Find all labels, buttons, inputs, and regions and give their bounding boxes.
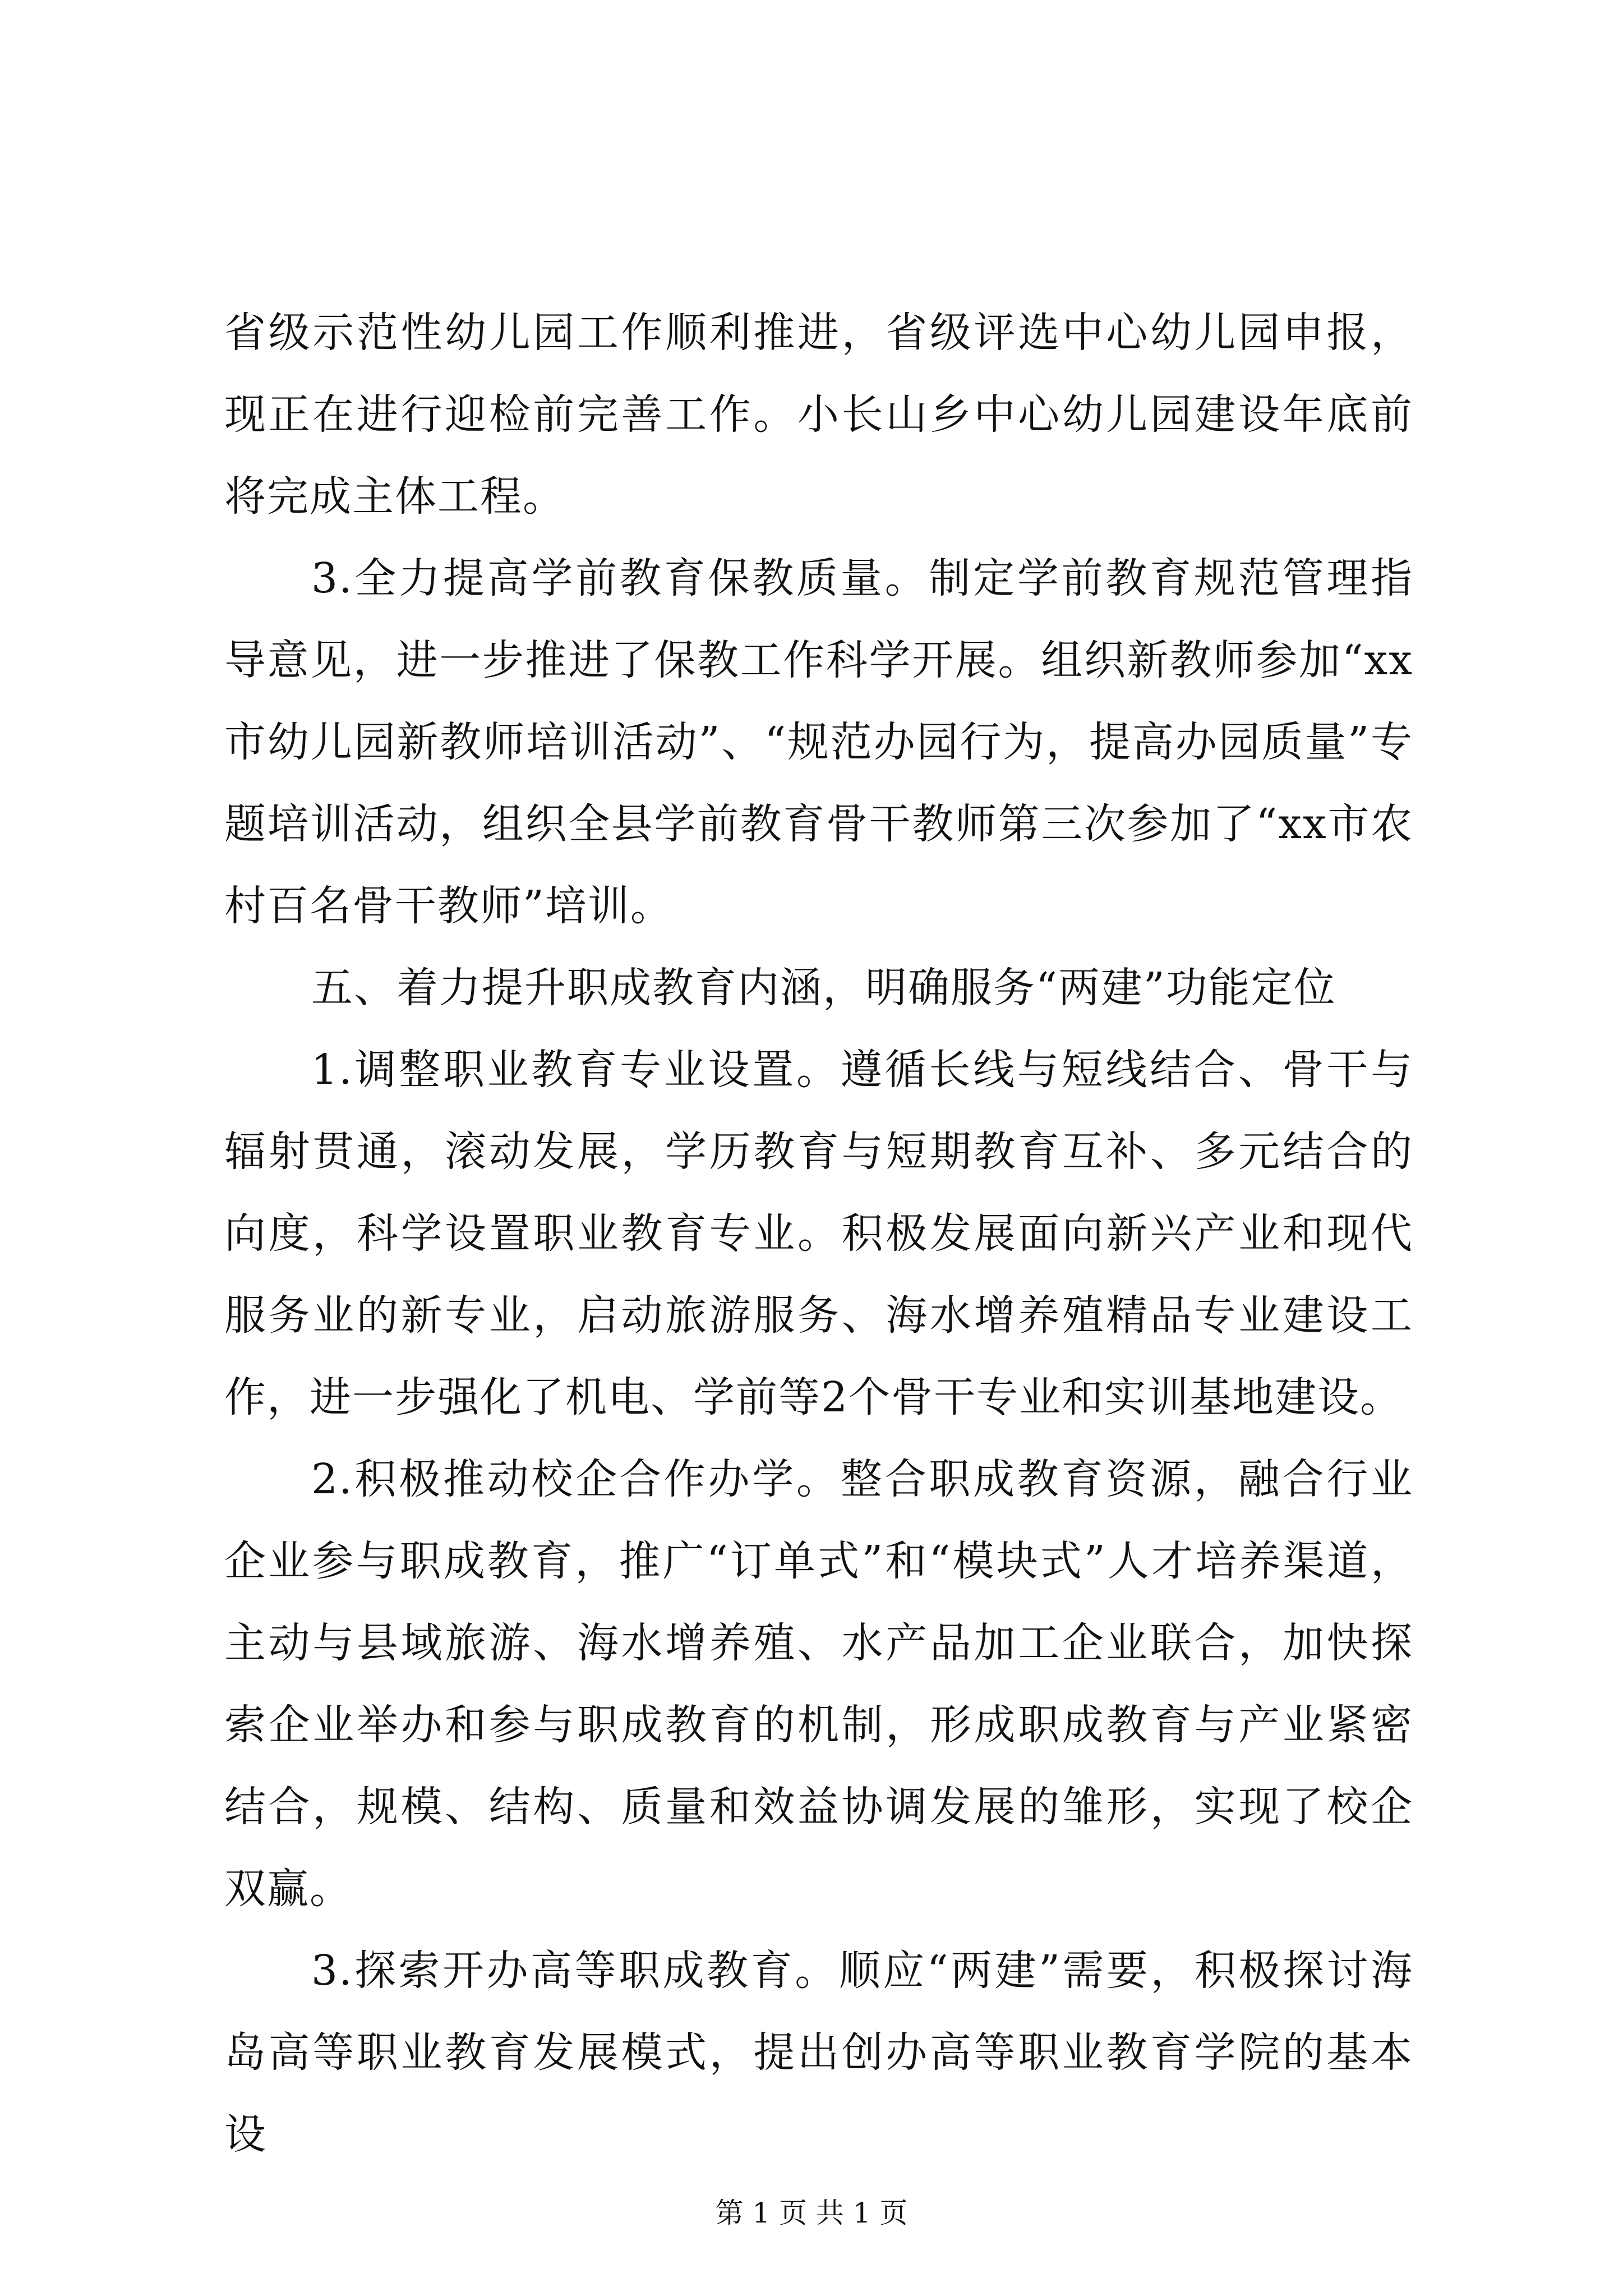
paragraph-item-3-higher-vocational: 3.探索开办高等职成教育。顺应“两建”需要，积极探讨海岛高等职业教育发展模式，提出创办高等职业教育学院的基本设 bbox=[224, 1947, 1413, 2159]
page-footer: 第 1 页 共 1 页 bbox=[715, 2197, 908, 2229]
document-body bbox=[224, 292, 1413, 2175]
paragraph-continuation: 省级示范性幼儿园工作顺利推进，省级评选中心幼儿园申报，现正在进行迎检前完善工作。小长山乡中心幼儿园建设年底前将完成主体工程。 bbox=[224, 309, 1413, 521]
section-heading-five: 五、着力提升职成教育内涵，明确服务“两建”功能定位 bbox=[311, 964, 1336, 1012]
paragraph-item-2-school-enterprise: 2.积极推动校企合作办学。整合职成教育资源，融合行业企业参与职成教育，推广“订单式”和“模块式”人才培养渠道，主动与县域旅游、海水增养殖、水产品加工企业联合，加快探索企业举办和参与职成教育的机制，形成职成教育与产业紧密结合，规模、结构、质量和效益协调发展的雏形，实现了校企双赢。 bbox=[224, 1455, 1413, 1913]
paragraph-item-1-vocational: 1.调整职业教育专业设置。遵循长线与短线结合、骨干与辐射贯通，滚动发展，学历教育与短期教育互补、多元结合的向度，科学设置职业教育专业。积极发展面向新兴产业和现代服务业的新专业，启动旅游服务、海水增养殖精品专业建设工作，进一步强化了机电、学前等2个骨干专业和实训基地建设。 bbox=[224, 1046, 1413, 1421]
paragraph-item-3-preschool: 3.全力提高学前教育保教质量。制定学前教育规范管理指导意见，进一步推进了保教工作科学开展。组织新教师参加“xx市幼儿园新教师培训活动”、“规范办园行为，提高办园质量”专题培训活动，组织全县学前教育骨干教师第三次参加了“xx市农村百名骨干教师”培训。 bbox=[224, 554, 1413, 930]
